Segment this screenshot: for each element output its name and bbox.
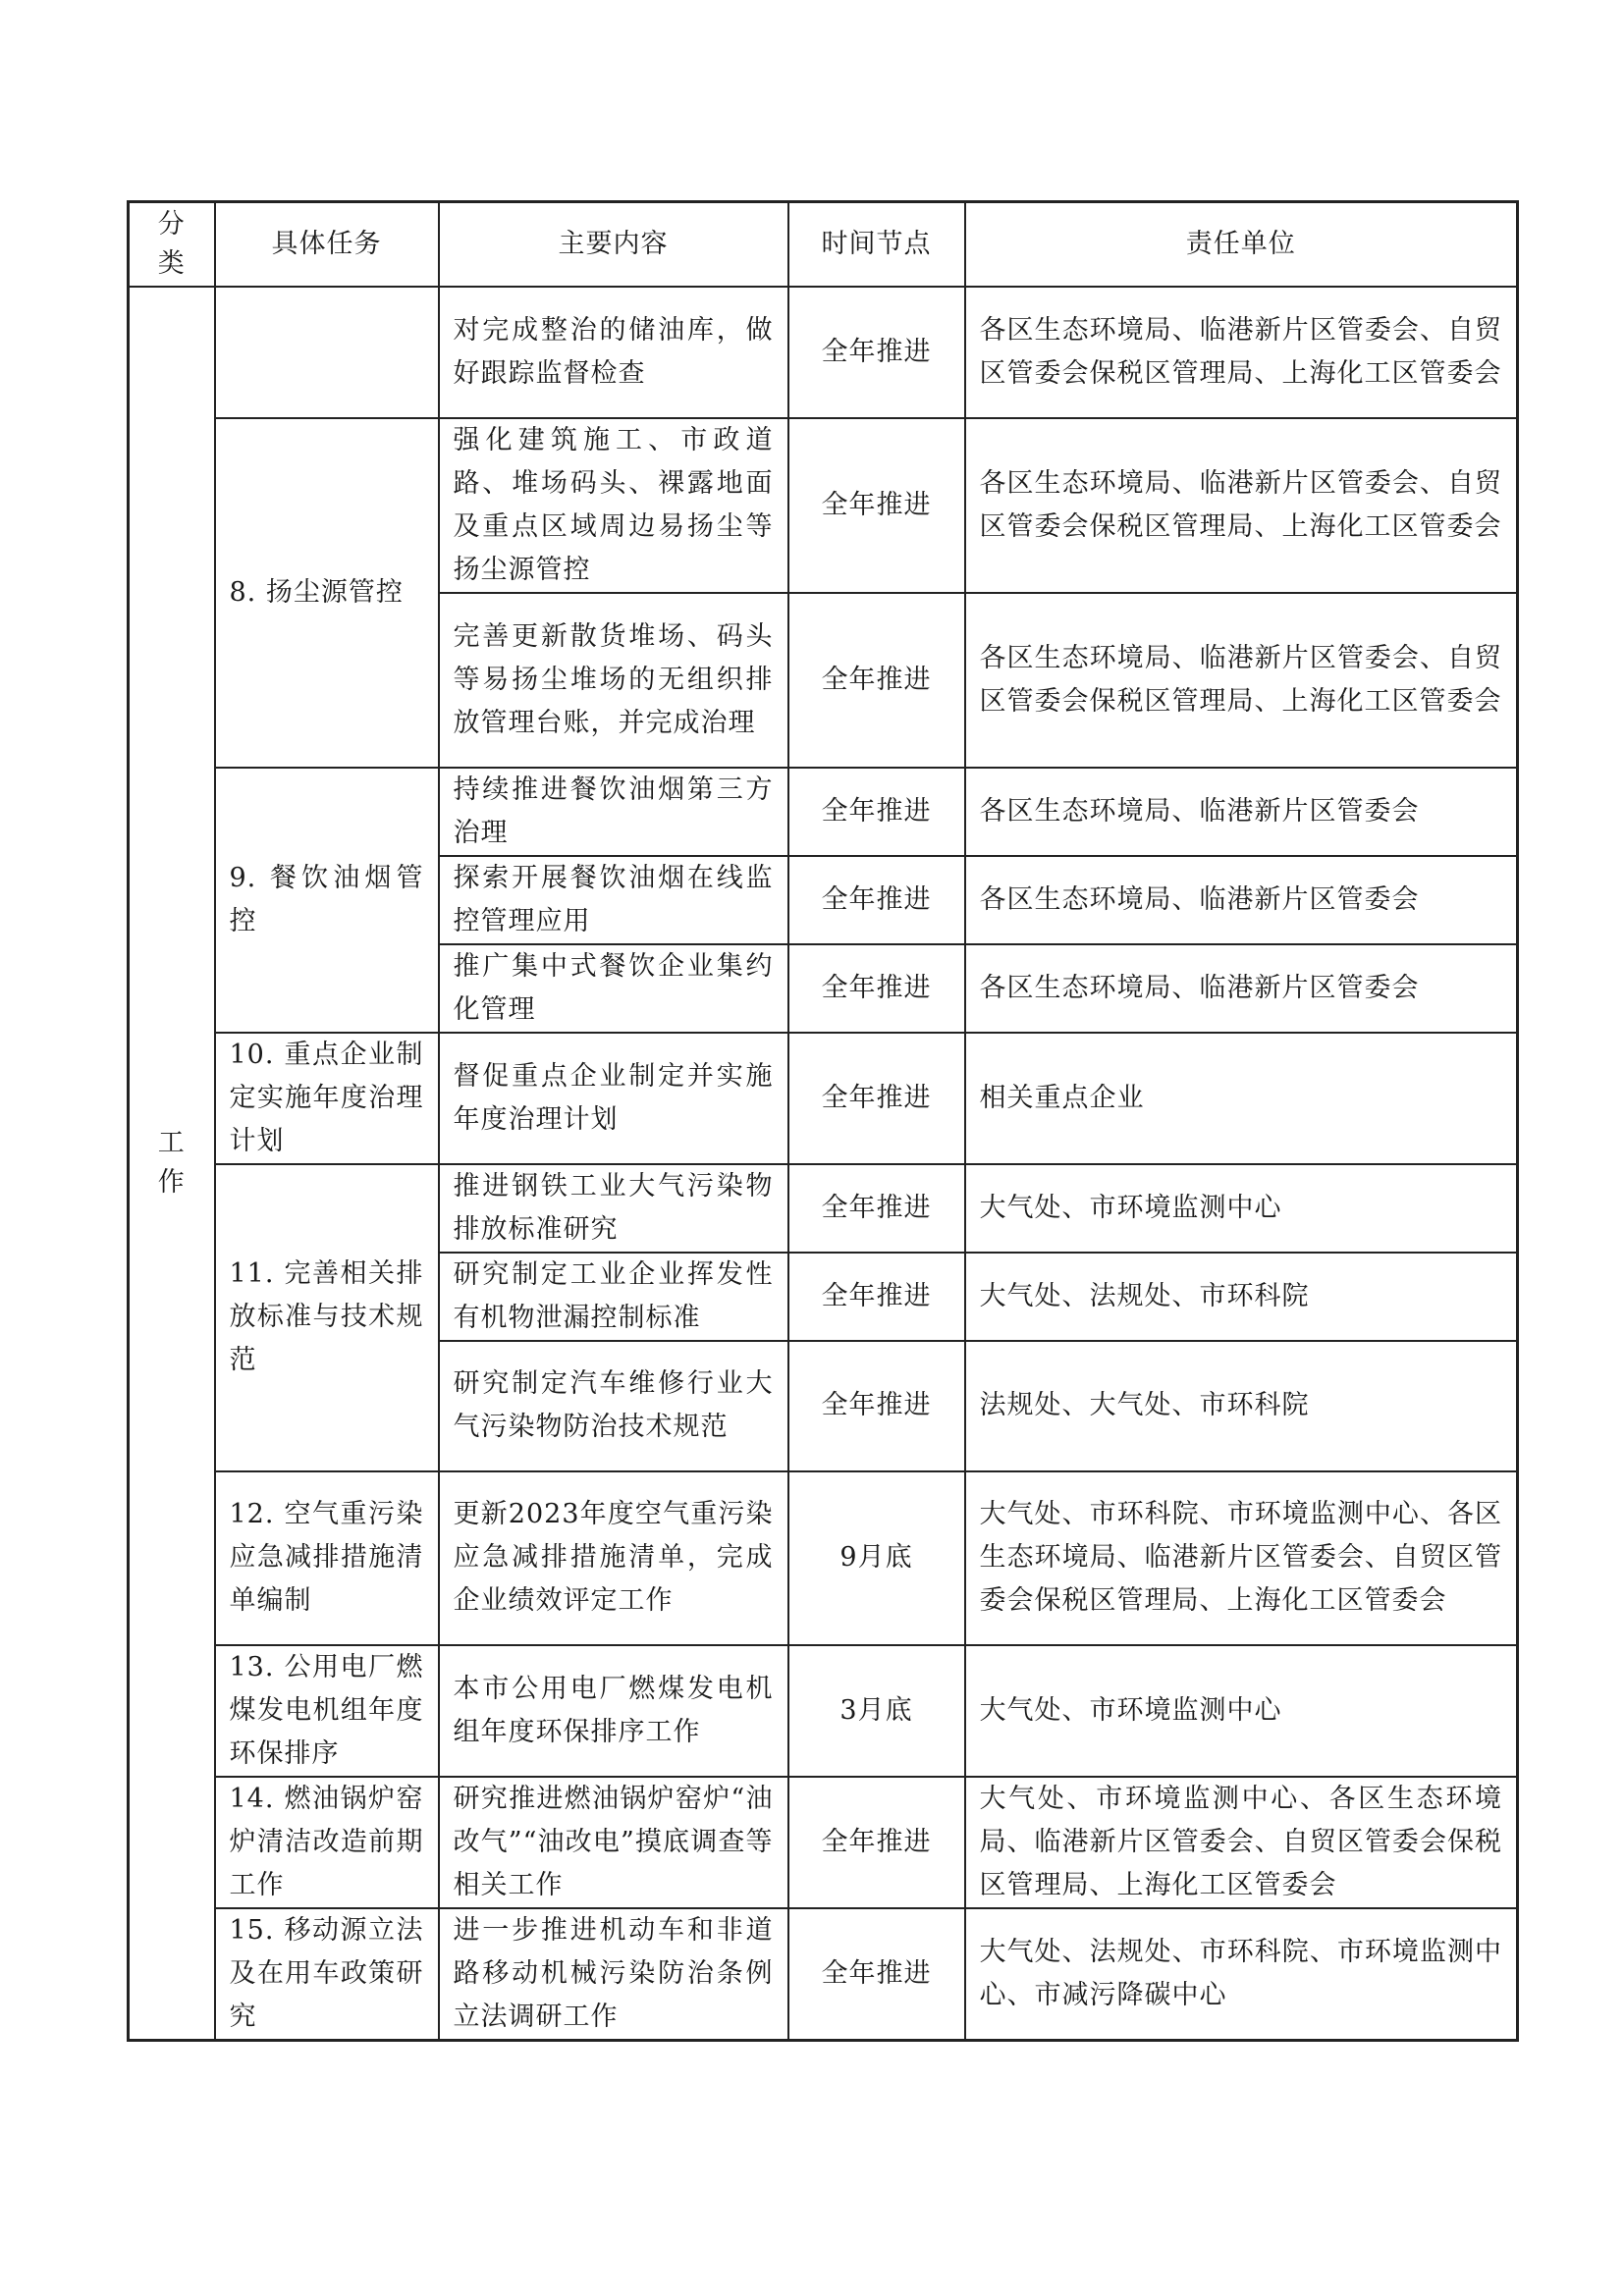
content-cell: 推进钢铁工业大气污染物排放标准研究 — [439, 1164, 788, 1253]
time-cell: 全年推进 — [788, 1253, 965, 1341]
unit-cell: 大气处、市环境监测中心、各区生态环境局、临港新片区管委会、自贸区管委会保税区管理局、上海化工区管委会 — [965, 1777, 1518, 1908]
content-cell: 更新2023年度空气重污染应急减排措施清单，完成企业绩效评定工作 — [439, 1471, 788, 1645]
time-cell: 全年推进 — [788, 1908, 965, 2041]
content-cell: 对完成整治的储油库，做好跟踪监督检查 — [439, 287, 788, 418]
content-cell: 探索开展餐饮油烟在线监控管理应用 — [439, 856, 788, 944]
table-row — [129, 1033, 1518, 1164]
table-row — [129, 1777, 1518, 1908]
header-time: 时间节点 — [788, 202, 965, 287]
unit-cell: 各区生态环境局、临港新片区管委会 — [965, 856, 1518, 944]
time-cell: 全年推进 — [788, 287, 965, 418]
unit-cell: 大气处、市环境监测中心 — [965, 1645, 1518, 1777]
task-cell: 13. 公用电厂燃煤发电机组年度环保排序 — [215, 1645, 439, 1777]
time-cell: 全年推进 — [788, 944, 965, 1033]
table-row — [129, 287, 1518, 418]
task-cell: 9. 餐饮油烟管控 — [215, 768, 439, 1033]
task-cell: 15. 移动源立法及在用车政策研究 — [215, 1908, 439, 2041]
time-cell: 全年推进 — [788, 593, 965, 768]
time-cell: 全年推进 — [788, 1341, 965, 1471]
content-cell: 督促重点企业制定并实施年度治理计划 — [439, 1033, 788, 1164]
header-row — [129, 202, 1518, 287]
table-row — [129, 1645, 1518, 1777]
unit-cell: 各区生态环境局、临港新片区管委会 — [965, 944, 1518, 1033]
time-cell: 全年推进 — [788, 1164, 965, 1253]
header-category: 分类 — [129, 202, 215, 287]
content-cell: 强化建筑施工、市政道路、堆场码头、裸露地面及重点区域周边易扬尘等扬尘源管控 — [439, 418, 788, 593]
unit-cell: 各区生态环境局、临港新片区管委会 — [965, 768, 1518, 856]
time-cell: 全年推进 — [788, 1033, 965, 1164]
unit-cell: 各区生态环境局、临港新片区管委会、自贸区管委会保税区管理局、上海化工区管委会 — [965, 593, 1518, 768]
time-cell: 9月底 — [788, 1471, 965, 1645]
content-cell: 研究推进燃油锅炉窑炉“油改气”“油改电”摸底调查等相关工作 — [439, 1777, 788, 1908]
content-cell: 完善更新散货堆场、码头等易扬尘堆场的无组织排放管理台账，并完成治理 — [439, 593, 788, 768]
content-cell: 研究制定汽车维修行业大气污染物防治技术规范 — [439, 1341, 788, 1471]
header-content: 主要内容 — [439, 202, 788, 287]
time-cell: 全年推进 — [788, 768, 965, 856]
time-cell: 全年推进 — [788, 856, 965, 944]
unit-cell: 大气处、法规处、市环科院 — [965, 1253, 1518, 1341]
table-row — [129, 768, 1518, 856]
unit-cell: 大气处、市环科院、市环境监测中心、各区生态环境局、临港新片区管委会、自贸区管委会保税区管理局、上海化工区管委会 — [965, 1471, 1518, 1645]
table-row — [129, 418, 1518, 593]
content-cell: 研究制定工业企业挥发性有机物泄漏控制标准 — [439, 1253, 788, 1341]
category-cell: 工作 — [129, 287, 215, 2041]
unit-cell: 大气处、法规处、市环科院、市环境监测中心、市减污降碳中心 — [965, 1908, 1518, 2041]
table-row — [129, 1908, 1518, 2041]
task-cell: 8. 扬尘源管控 — [215, 418, 439, 768]
unit-cell: 大气处、市环境监测中心 — [965, 1164, 1518, 1253]
content-cell: 持续推进餐饮油烟第三方治理 — [439, 768, 788, 856]
content-cell: 本市公用电厂燃煤发电机组年度环保排序工作 — [439, 1645, 788, 1777]
task-cell: 10. 重点企业制定实施年度治理计划 — [215, 1033, 439, 1164]
task-cell: 11. 完善相关排放标准与技术规范 — [215, 1164, 439, 1471]
unit-cell: 相关重点企业 — [965, 1033, 1518, 1164]
unit-cell: 各区生态环境局、临港新片区管委会、自贸区管委会保税区管理局、上海化工区管委会 — [965, 418, 1518, 593]
table-row — [129, 1471, 1518, 1645]
task-cell: 14. 燃油锅炉窑炉清洁改造前期工作 — [215, 1777, 439, 1908]
header-task: 具体任务 — [215, 202, 439, 287]
unit-cell: 各区生态环境局、临港新片区管委会、自贸区管委会保税区管理局、上海化工区管委会 — [965, 287, 1518, 418]
time-cell: 全年推进 — [788, 1777, 965, 1908]
time-cell: 3月底 — [788, 1645, 965, 1777]
time-cell: 全年推进 — [788, 418, 965, 593]
content-cell: 进一步推进机动车和非道路移动机械污染防治条例立法调研工作 — [439, 1908, 788, 2041]
task-cell: 12. 空气重污染应急减排措施清单编制 — [215, 1471, 439, 1645]
header-unit: 责任单位 — [965, 202, 1518, 287]
content-cell: 推广集中式餐饮企业集约化管理 — [439, 944, 788, 1033]
table-row — [129, 1164, 1518, 1253]
unit-cell: 法规处、大气处、市环科院 — [965, 1341, 1518, 1471]
task-table — [127, 200, 1519, 2042]
task-cell — [215, 287, 439, 418]
